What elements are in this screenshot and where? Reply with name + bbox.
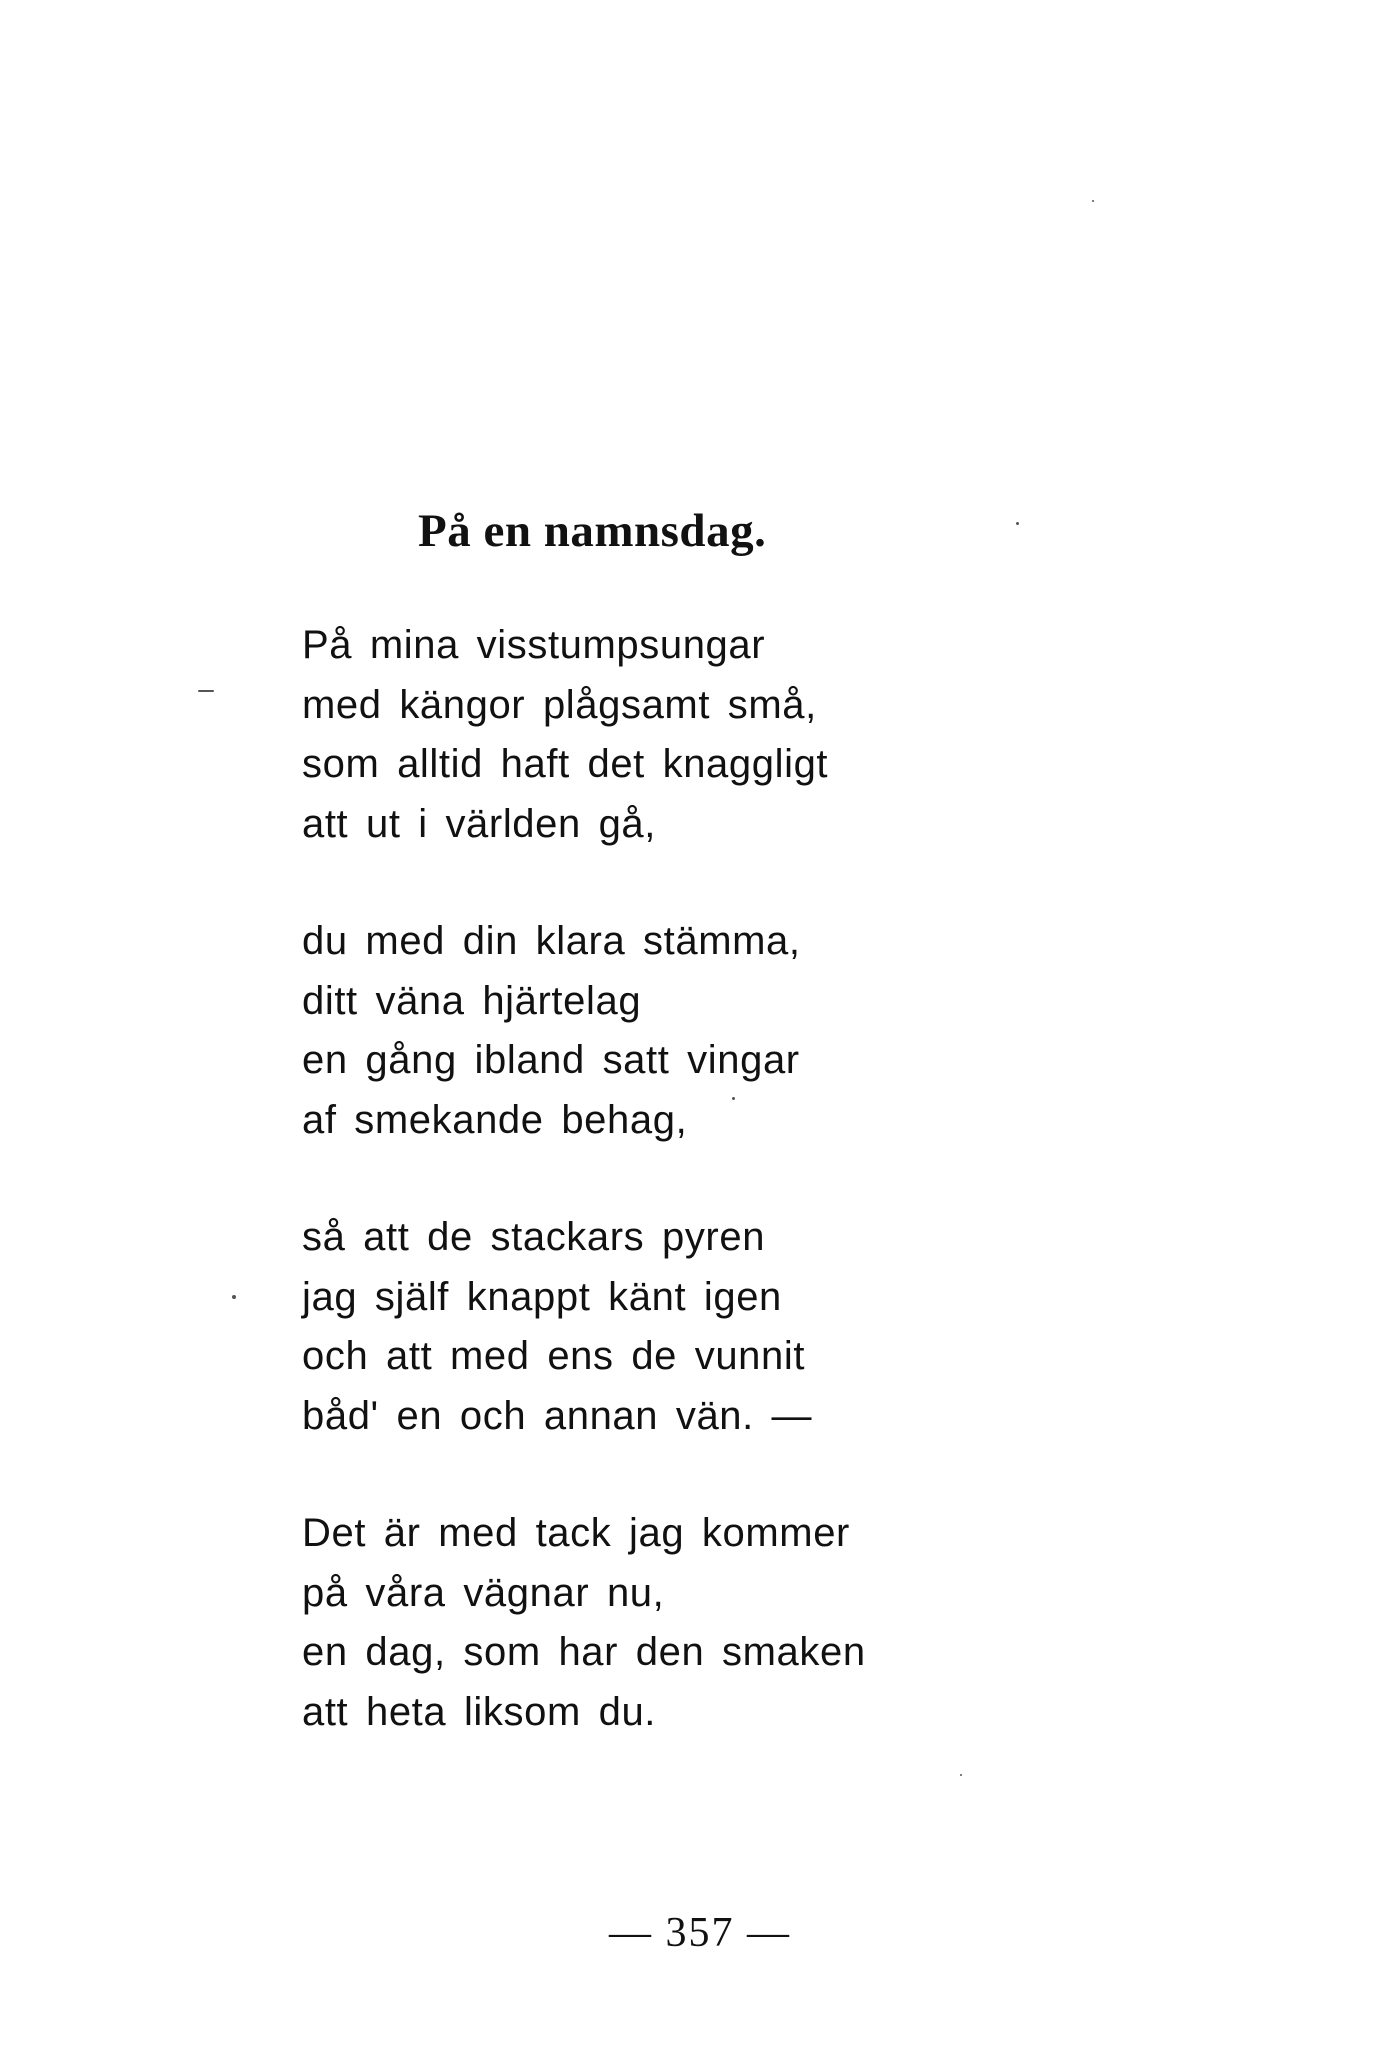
poem-title: På en namnsdag.: [418, 505, 767, 557]
poem-line: att ut i världen gå,: [302, 801, 656, 846]
stanza-2: [302, 912, 1302, 1150]
scan-speck: [198, 690, 214, 692]
scan-speck: [960, 1774, 962, 1776]
poem-line: en dag, som har den smaken: [302, 1630, 866, 1674]
poem-line: en gång ibland satt vingar: [302, 1038, 800, 1082]
poem-line: af smekande behag,: [302, 1097, 688, 1142]
poem-line: ditt väna hjärtelag: [302, 978, 642, 1023]
poem-line: och att med ens de vunnit: [302, 1334, 806, 1378]
scan-speck: [1016, 522, 1019, 525]
poem-body: [302, 616, 1302, 1800]
stanza-1: [302, 616, 1302, 854]
poem-line: så att de stackars pyren: [302, 1215, 766, 1259]
scan-speck: [1092, 200, 1094, 202]
stanza-4: [302, 1504, 1302, 1742]
poem-line: du med din klara stämma,: [302, 919, 801, 963]
poem-line: med kängor plågsamt små,: [302, 682, 817, 727]
poem-line: På mina visstumpsungar: [302, 623, 766, 667]
stanza-3: [302, 1208, 1302, 1446]
page-number: — 357 —: [609, 1910, 791, 1956]
poem-line: att heta liksom du.: [302, 1689, 657, 1734]
poem-line: Det är med tack jag kommer: [302, 1511, 850, 1555]
scan-speck: [732, 1097, 735, 1100]
poem-line: jag själf knappt känt igen: [302, 1274, 782, 1319]
scan-speck: [232, 1295, 236, 1299]
poem-line: båd' en och annan vän. —: [302, 1393, 813, 1438]
poem-line: som alltid haft det knaggligt: [302, 742, 829, 786]
poem-line: på våra vägnar nu,: [302, 1570, 665, 1615]
